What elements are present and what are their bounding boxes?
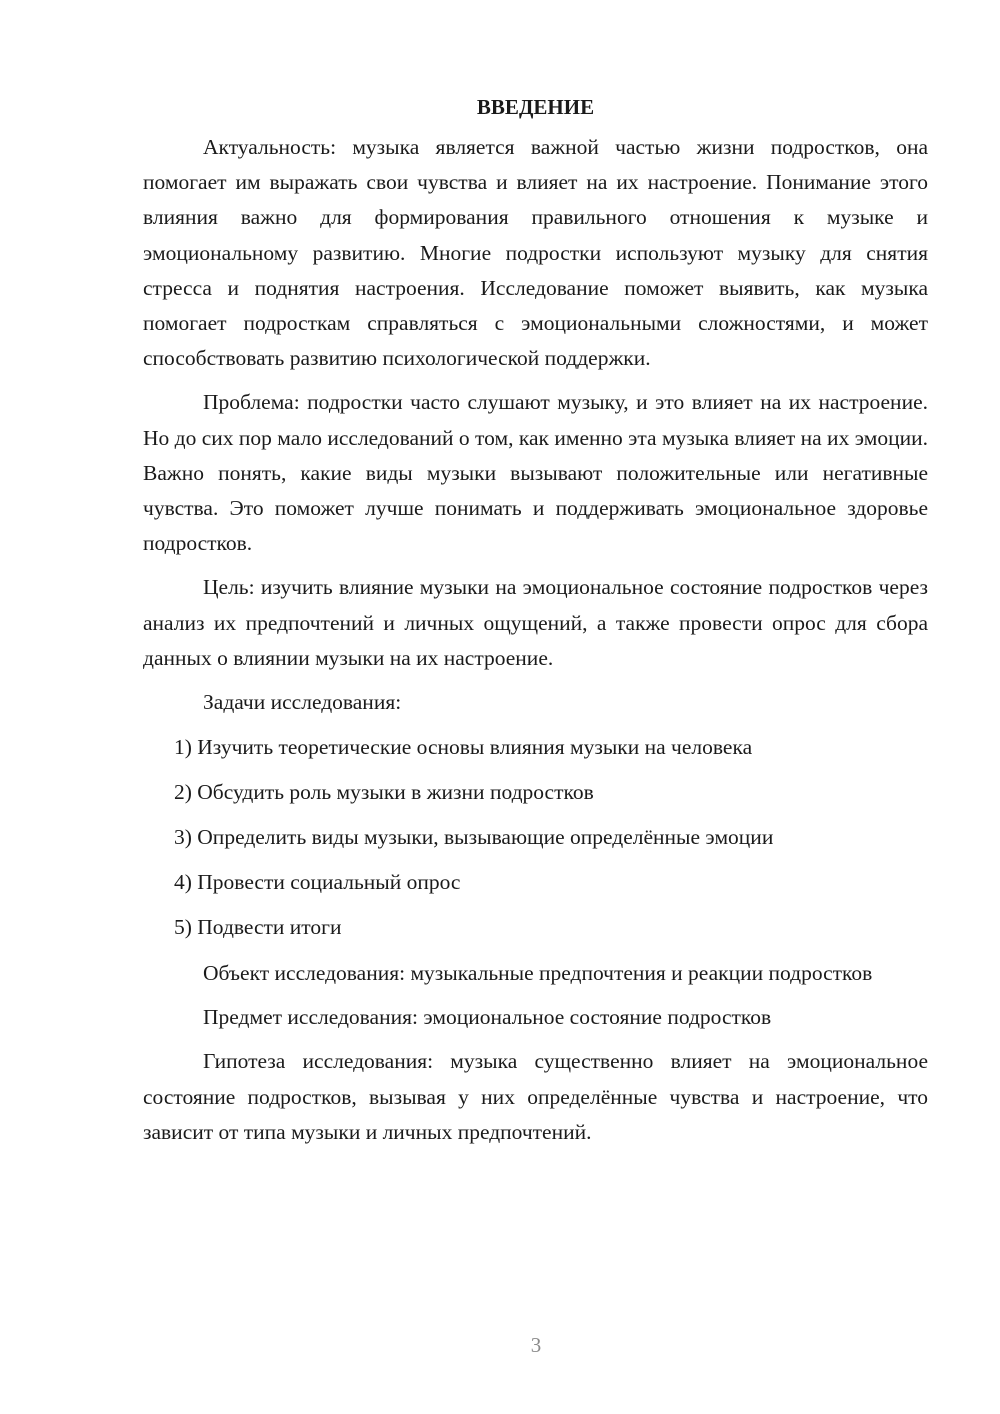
page-number: 3: [530, 1333, 542, 1357]
task-item: 3) Определить виды музыки, вызывающие определённые эмоции: [174, 825, 774, 850]
document-page: [143, 90, 928, 1159]
paragraph-problem: Проблема: подростки часто слушают музыку, и это влияет на их настроение. Но до сих пор мало исследований о том, как именно эта музыка влияет на их эмоции. Важно понять, какие виды музыки вызывают положительные или негативные чувства. Это поможет лучше понимать и поддерживать эмоциональное здоровье подростков.: [143, 390, 928, 556]
paragraph-subject: Предмет исследования: эмоциональное состояние подростков: [203, 1005, 772, 1030]
paragraph-relevance: Актуальность: музыка является важной частью жизни подростков, она помогает им выражать свои чувства и влияет на их настроение. Понимание этого влияния важно для формирования правильного отношения к музыке и эмоциональному развитию. Многие подростки используют музыку для снятия стресса и поднятия настроения. Исследование поможет выявить, как музыка помогает подросткам справляться с эмоциональными сложностями, и может способствовать развитию психологической поддержки.: [143, 135, 928, 371]
paragraph-goal: Цель: изучить влияние музыки на эмоциональное состояние подростков через анализ их предпочтений и личных ощущений, а также провести опрос для сбора данных о влиянии музыки на их настроение.: [143, 575, 928, 670]
task-item: 4) Провести социальный опрос: [174, 870, 461, 895]
paragraph-hypothesis: Гипотеза исследования: музыка существенно влияет на эмоциональное состояние подростков, вызывая у них определённые чувства и настроение, что зависит от типа музыки и личных предпочтений.: [143, 1049, 928, 1144]
task-item: 5) Подвести итоги: [174, 915, 342, 940]
task-item: 1) Изучить теоретические основы влияния музыки на человека: [174, 735, 753, 760]
task-item: 2) Обсудить роль музыки в жизни подростков: [174, 780, 594, 805]
tasks-list: [143, 730, 928, 945]
page-title: ВВЕДЕНИЕ: [476, 95, 595, 119]
tasks-heading: Задачи исследования:: [203, 690, 402, 715]
paragraph-object: Объект исследования: музыкальные предпочтения и реакции подростков: [203, 961, 873, 986]
